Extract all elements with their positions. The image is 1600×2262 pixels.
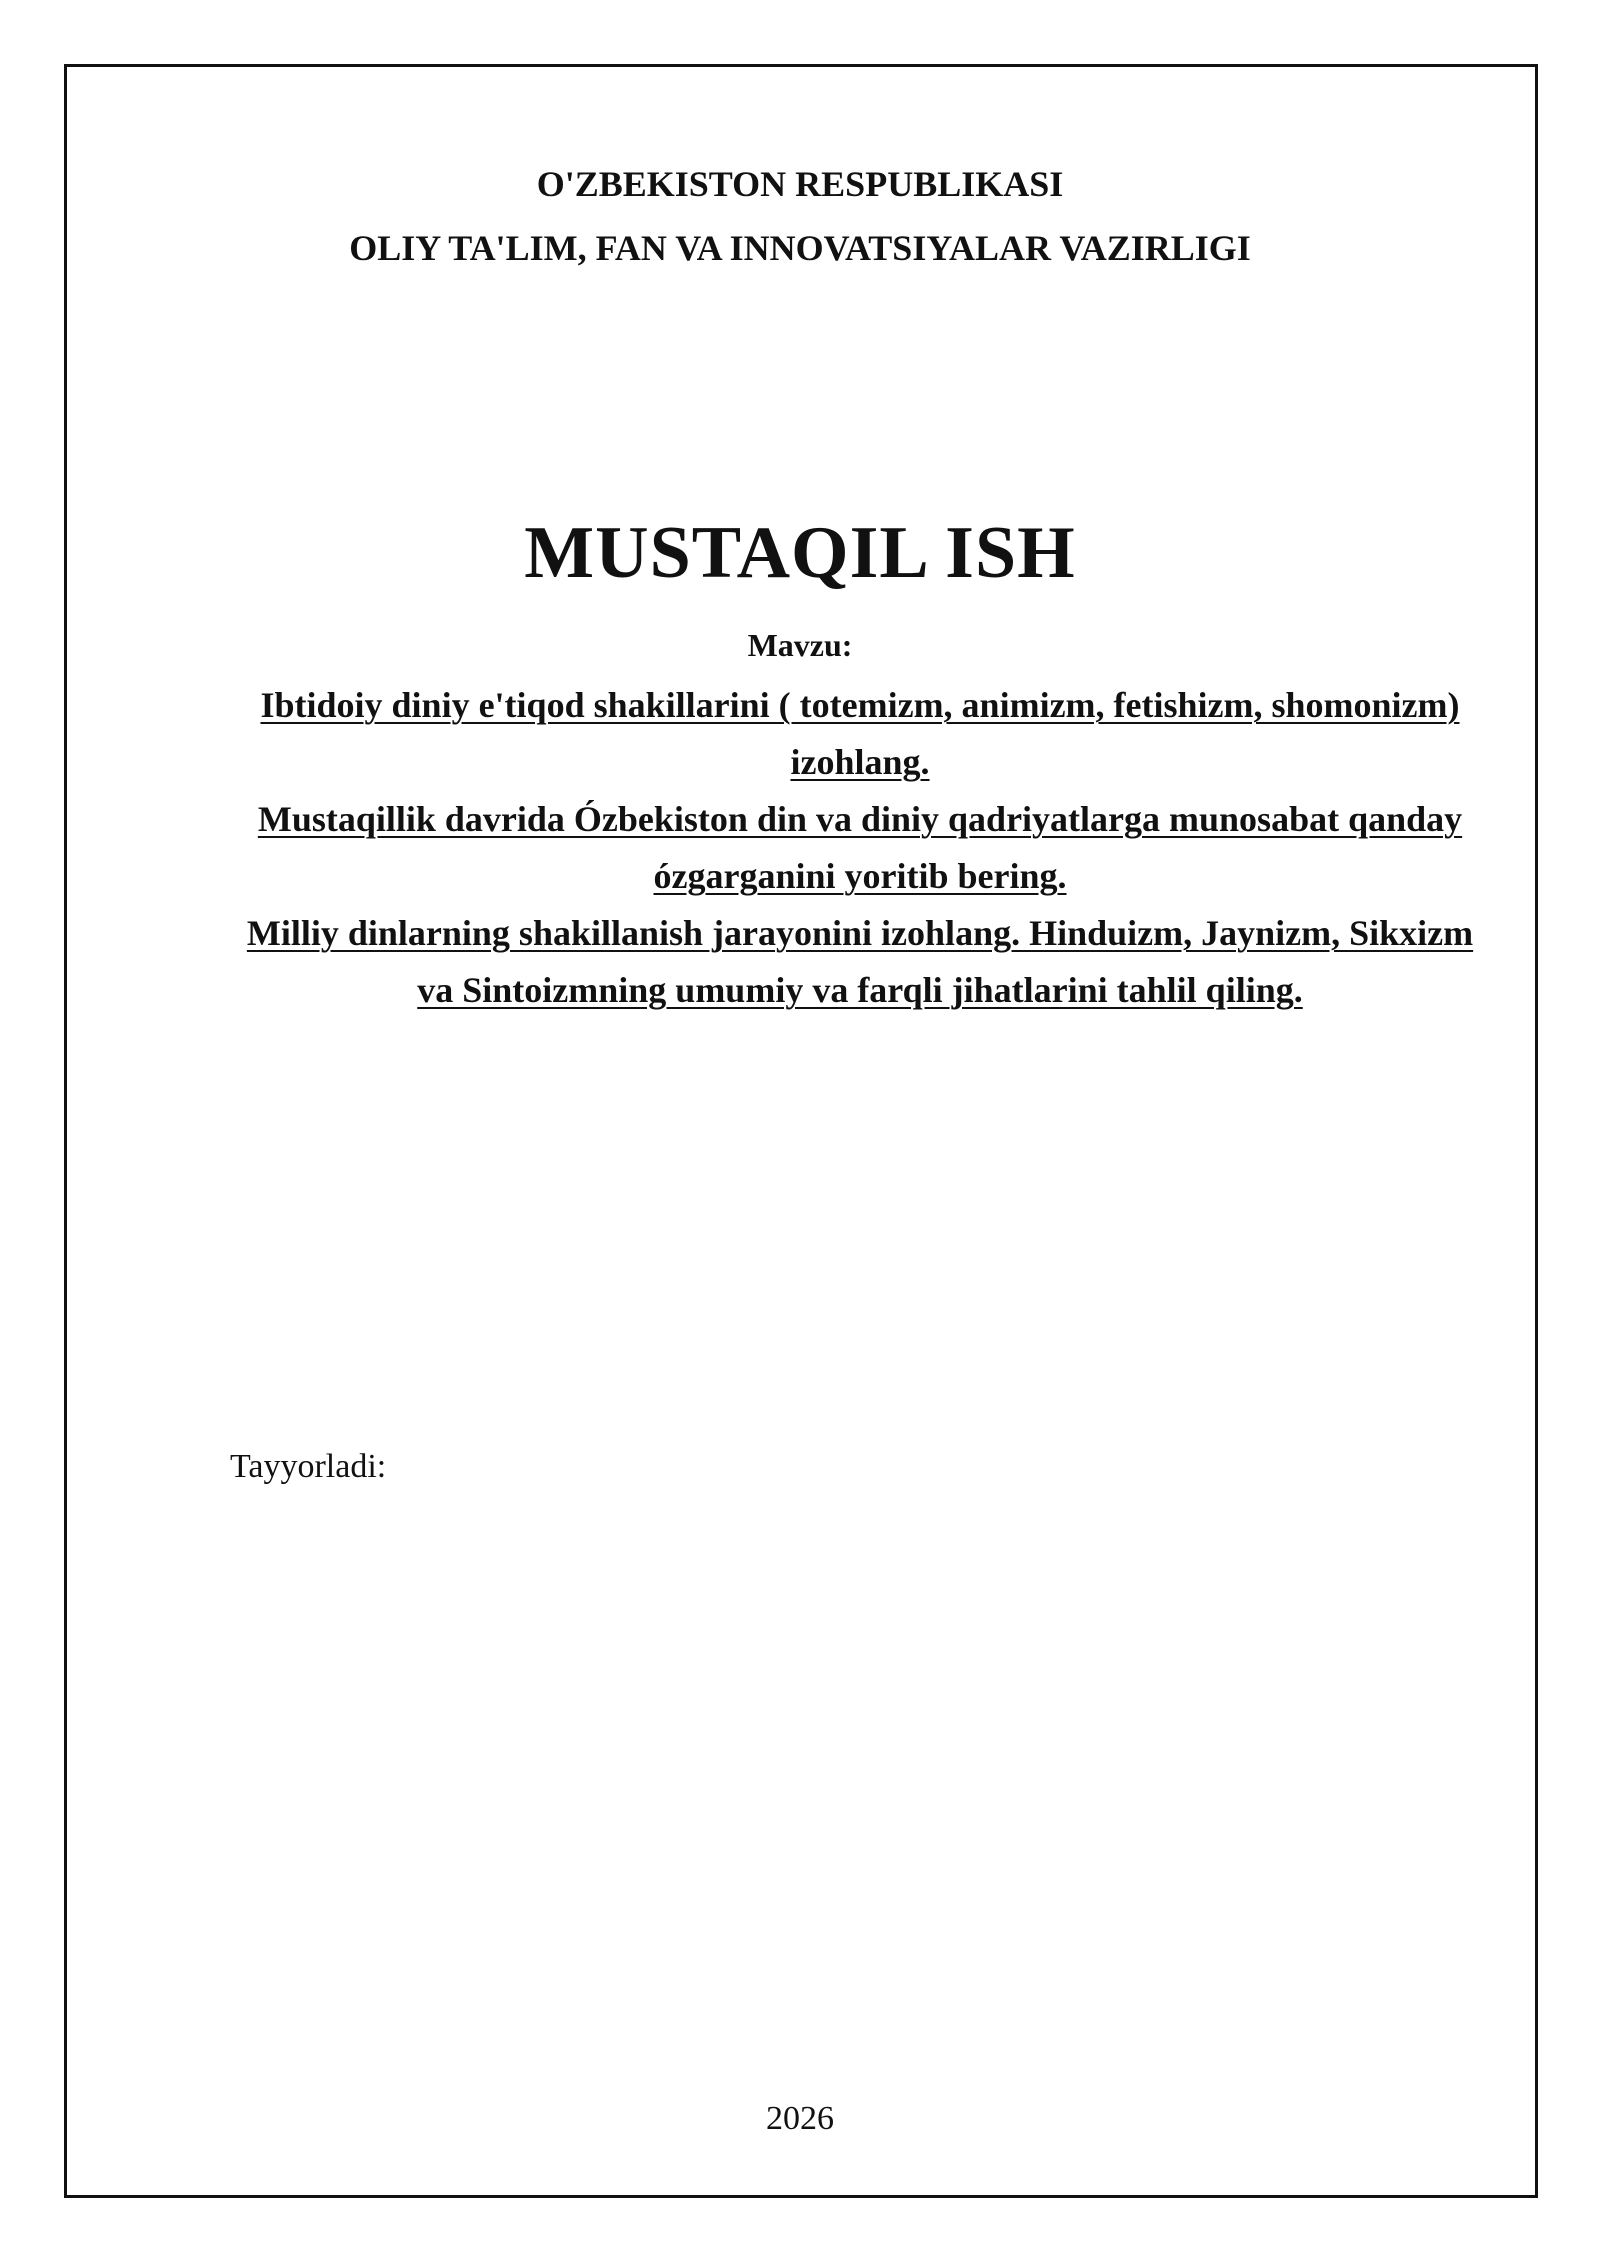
topic-item-3: Milliy dinlarning shakillanish jarayonini izohlang. Hinduizm, Jaynizm, Sikxizm va Sintoizmning umumiy va farqli jihatlarini tahlil qiling. (246, 913, 1474, 1010)
topic-label: Mavzu: (747, 627, 853, 663)
ministry-header (0, 152, 1600, 280)
page-border (64, 64, 1538, 2198)
header-line-ministry: OLIY TA'LIM, FAN VA INNOVATSIYALAR VAZIRLIGI (349, 228, 1251, 268)
prepared-by-label: Tayyorladi: (230, 1448, 387, 1485)
document-title: MUSTAQIL ISH (524, 512, 1076, 594)
topic-item-1: Ibtidoiy diniy e'tiqod shakillarini ( totemizm, animizm, fetishizm, shomonizm) izohlang. (260, 685, 1460, 782)
header-line-country: O'ZBEKISTON RESPUBLIKASI (536, 164, 1064, 204)
topic-list (240, 677, 1480, 1019)
document-year: 2026 (766, 2100, 834, 2137)
topic-item-2: Mustaqillik davrida Ózbekiston din va diniy qadriyatlarga munosabat qanday ózgarganini yoritib bering. (257, 799, 1463, 896)
